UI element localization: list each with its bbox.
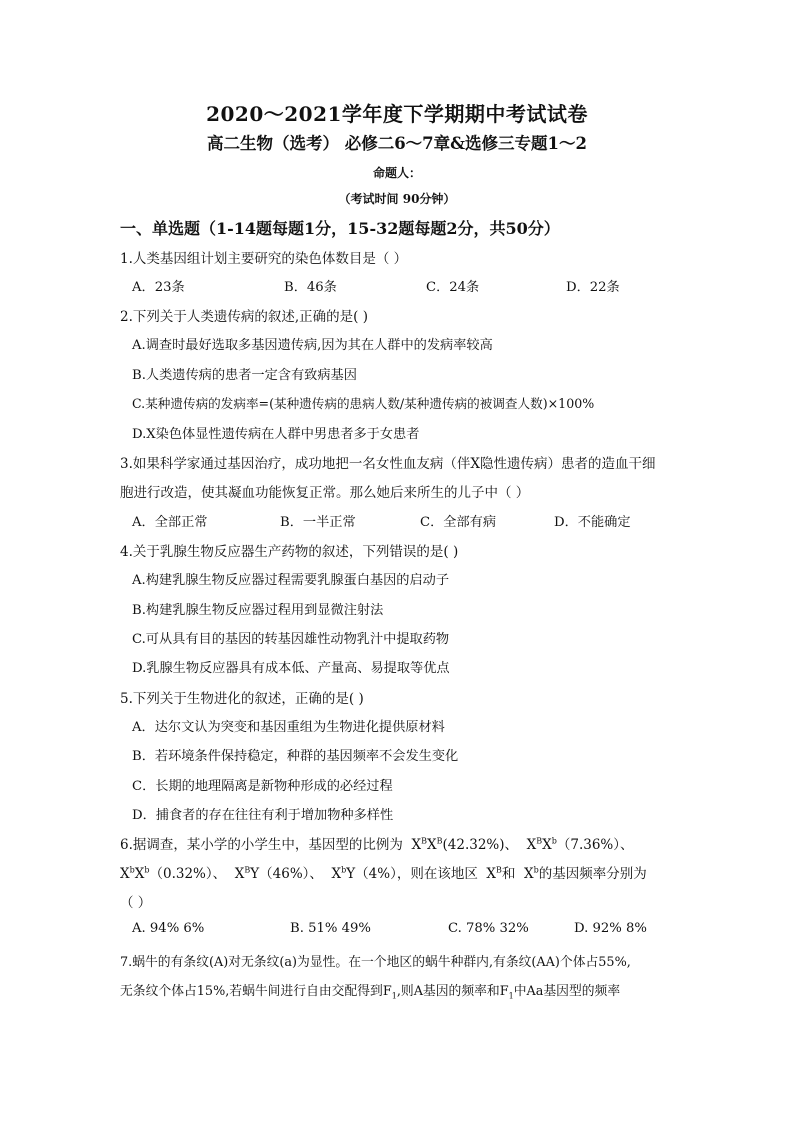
question-2-option-a: A.调查时最好选取多基因遗传病,因为其在人群中的发病率较高 <box>132 338 493 353</box>
question-3-option-d: D．不能确定 <box>554 515 631 530</box>
question-6-prefix: 6.据调查，某小学的小学生中，基因型的比例为 <box>120 837 403 853</box>
genotype-xby-dominant: $X^B$ <box>230 865 251 882</box>
question-1-stem: 1.人类基因组计划主要研究的染色体数目是（ ） <box>120 251 408 267</box>
genotype-5-value: Y（4%），则在该地区 <box>346 866 478 882</box>
question-6-stem-line-2 <box>120 862 647 882</box>
question-1-option-d: D．22条 <box>566 280 620 295</box>
question-7-part-a: 无条纹个体占15%,若蜗牛间进行自由交配得到F <box>120 984 392 999</box>
question-4-option-a: A.构建乳腺生物反应器过程需要乳腺蛋白基因的启动子 <box>132 573 450 588</box>
question-6-option-c: C. 78% 32% <box>448 921 529 936</box>
question-7-part-c: 中Aa基因型的频率 <box>513 984 621 999</box>
question-4-stem: 4.关于乳腺生物反应器生产药物的叙述，下列错误的是( ) <box>120 544 459 560</box>
question-3-option-a: A．全部正常 <box>132 515 208 530</box>
genotype-xbxb-recessive: $X^bX^b$ <box>120 865 150 882</box>
allele-xb-dominant: $X^B$ <box>482 865 502 882</box>
subscript-f1-second: 1 <box>508 991 514 1001</box>
question-6-option-a: A. 94% 6% <box>132 921 205 936</box>
question-5-stem: 5.下列关于生物进化的叙述，正确的是( ) <box>120 691 364 707</box>
question-5-option-c: C．长期的地理隔离是新物种形成的必经过程 <box>132 779 393 794</box>
genotype-xbxb-dominant: $X^BX^B$ <box>407 836 443 853</box>
genotype-2-value: （7.36%）、 <box>556 837 634 853</box>
section-heading: 一、单选题（1-14题每题1分，15-32题每题2分，共50分） <box>120 219 560 238</box>
question-3-option-b: B．一半正常 <box>280 515 356 530</box>
question-6-option-b: B. 51% 49% <box>290 921 371 936</box>
exam-time: （考试时间 90分钟） <box>338 192 456 206</box>
genotype-xby-recessive: $X^b$ <box>327 865 347 882</box>
question-1-option-c: C．24条 <box>426 280 480 295</box>
question-2-option-d: D.X染色体显性遗传病在人群中男患者多于女患者 <box>132 427 420 442</box>
allele-xb-recessive: $X^b$ <box>519 865 539 882</box>
question-2-option-c: C.某种遗传病的发病率=(某种遗传病的患病人数/某种遗传病的被调查人数)×100% <box>132 396 595 411</box>
question-7-stem-line-2 <box>120 980 620 999</box>
genotype-3-value: （0.32%）、 <box>149 866 227 882</box>
question-1-option-b: B．46条 <box>284 280 337 295</box>
exam-subtitle: 高二生物（选考） 必修二6～7章&选修三专题1～2 <box>206 134 588 153</box>
question-2-stem: 2.下列关于人类遗传病的叙述,正确的是( ) <box>120 309 368 325</box>
genotype-1-value: (42.32%)、 <box>442 837 519 853</box>
question-6-and: 和 <box>501 866 516 882</box>
subscript-f1: 1 <box>391 991 397 1001</box>
question-1-option-a: A．23条 <box>132 280 185 295</box>
exam-title: 2020～2021学年度下学期期中考试试卷 <box>206 102 588 126</box>
question-3-option-c: C．全部有病 <box>420 515 497 530</box>
exam-author: 命题人： <box>372 166 421 180</box>
question-6-paren: （ ） <box>120 895 152 911</box>
question-5-option-a: A．达尔文认为突变和基因重组为生物进化提供原材料 <box>132 720 445 735</box>
genotype-xbxb-hetero: $X^BX^b$ <box>522 836 557 853</box>
question-3-stem-line-2: 胞进行改造，使其凝血功能恢复正常。那么她后来所生的儿子中（ ） <box>120 485 530 501</box>
question-5-option-b: B．若环境条件保持稳定，种群的基因频率不会发生变化 <box>132 749 459 764</box>
genotype-4-value: Y（46%）、 <box>250 866 323 882</box>
question-2-option-b: B.人类遗传病的患者一定含有致病基因 <box>132 368 357 383</box>
question-3-stem-line-1: 3.如果科学家通过基因治疗，成功地把一名女性血友病（伴X隐性遗传病）患者的造血干细 <box>120 456 656 472</box>
question-6-option-d: D. 92% 8% <box>574 921 647 936</box>
question-4-option-b: B.构建乳腺生物反应器过程用到显微注射法 <box>132 603 384 618</box>
question-6-suffix: 的基因频率分别为 <box>538 866 647 882</box>
question-4-option-d: D.乳腺生物反应器具有成本低、产量高、易提取等优点 <box>132 661 450 676</box>
question-5-option-d: D．捕食者的存在往往有利于增加物种多样性 <box>132 808 394 823</box>
question-4-option-c: C.可从具有目的基因的转基因雄性动物乳汁中提取药物 <box>132 632 450 647</box>
question-6-stem-line-1 <box>120 833 634 853</box>
question-7-part-b: ,则A基因的频率和F <box>396 984 509 999</box>
question-7-stem-line-1: 7.蜗牛的有条纹(A)对无条纹(a)为显性。在一个地区的蜗牛种群内,有条纹(AA)个体占55%, <box>120 955 631 970</box>
